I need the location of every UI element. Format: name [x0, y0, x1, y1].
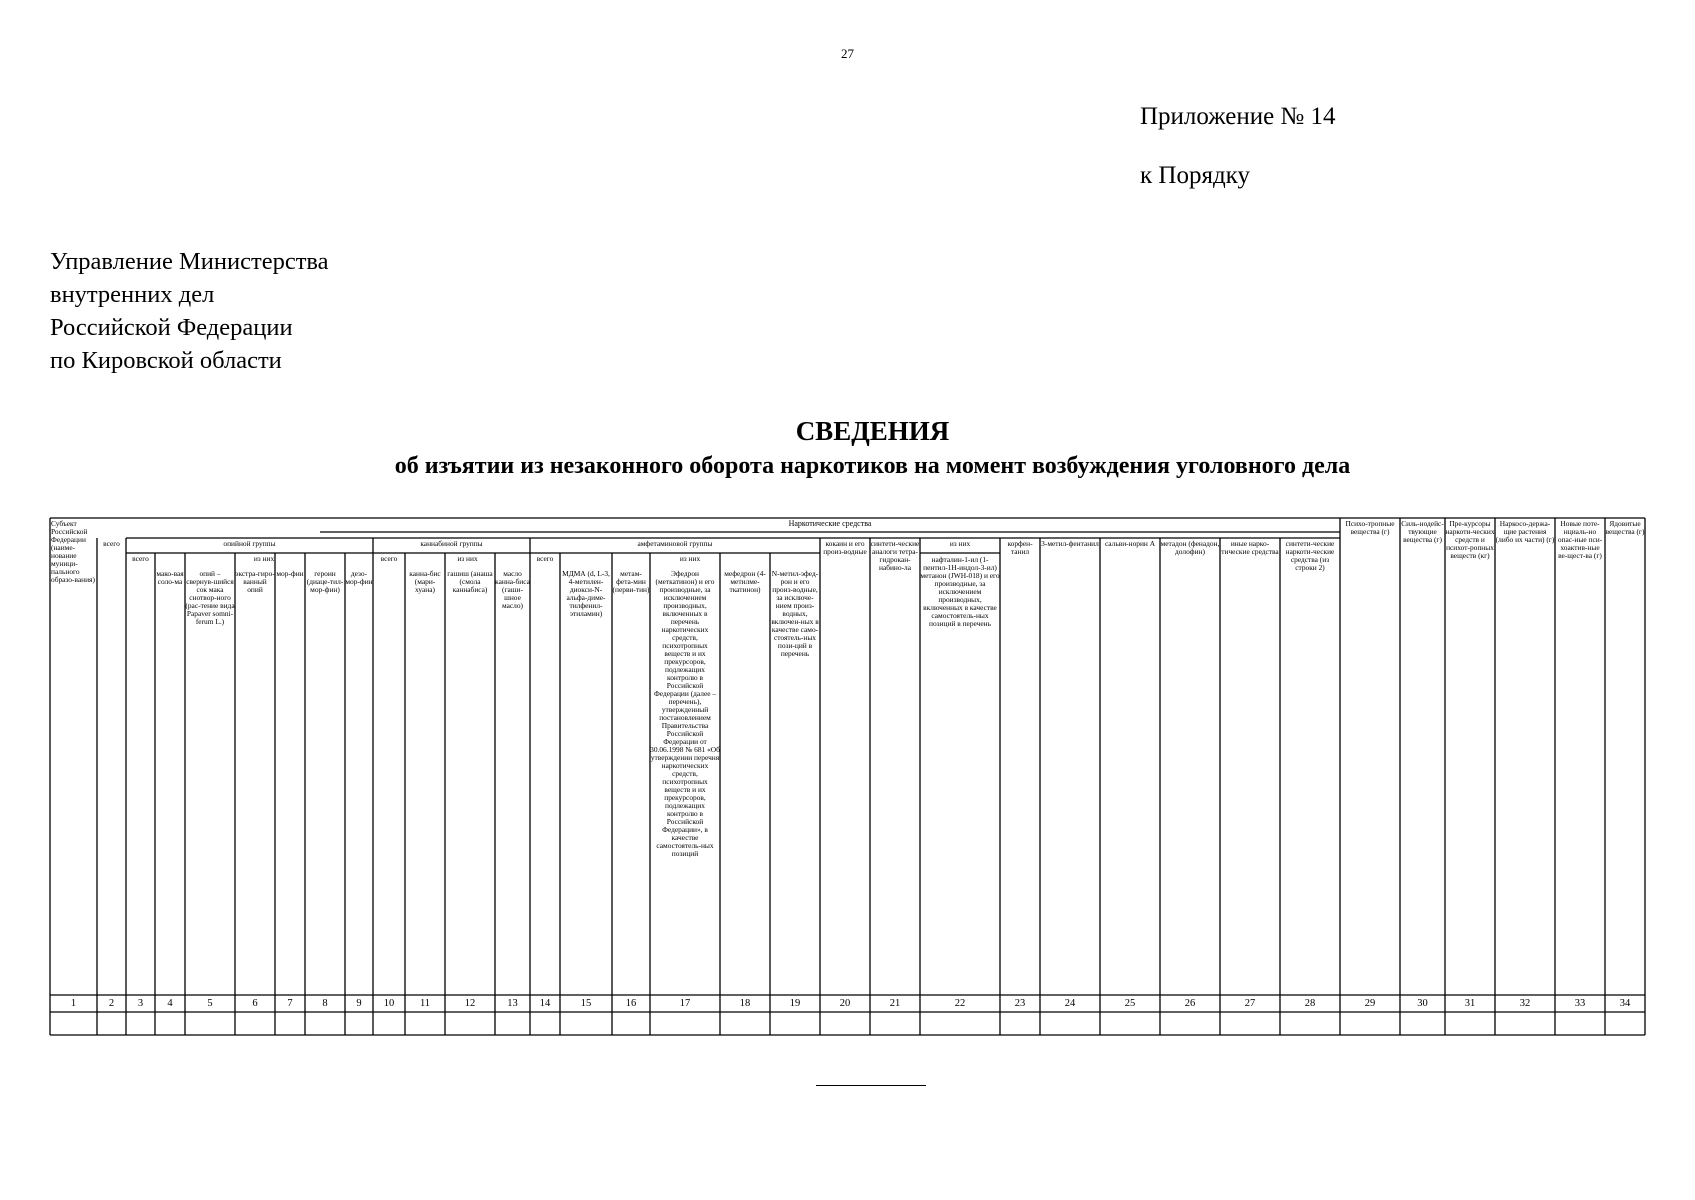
amph-of-them: из них: [679, 555, 701, 563]
column-number: 18: [739, 998, 751, 1009]
col26-header: метадон (фенадон, долофин): [1160, 540, 1220, 556]
narcotics-header: Наркотические средства: [788, 520, 872, 528]
column-number: 33: [1574, 998, 1586, 1009]
col28-header: синтети-ческие наркоти-ческие средства (из строки 2): [1285, 540, 1335, 572]
column-number: 25: [1124, 998, 1136, 1009]
col34-header: Ядовитые вещества (г): [1605, 520, 1645, 536]
column-number: 27: [1244, 998, 1256, 1009]
opium-total: всего: [132, 555, 149, 563]
column-number: 28: [1304, 998, 1316, 1009]
col22-header: нафталин-1-ил (1-пентил-1Н-индол-3-ил) метанон (JWH-018) и его производные, за исключением производных, включенных в качестве самостоятель-ных позиций в перечень: [920, 556, 1000, 628]
column-number: 19: [789, 998, 801, 1009]
col21-header: синтети-ческие аналоги тетра-гидрокан-набино-ла: [870, 540, 920, 572]
col15-header: МДМА (d, L-3, 4-метилен-диокси-N-альфа-диме-тилфенил-этиламин): [562, 570, 610, 618]
document-subtitle: об изъятии из незаконного оборота наркотиков на момент возбуждения уголовного дела: [394, 453, 1351, 479]
col-subject-header: Субъект Российской Федерации (наиме-нование муници-пального образо-вания): [51, 520, 95, 584]
col12-header: гашиш (анаша (смола каннабиса): [447, 570, 493, 594]
col6-header: экстра-гиро-ванный опий: [235, 570, 275, 594]
footer-separator: [816, 1085, 926, 1086]
column-number: 23: [1014, 998, 1026, 1009]
opium-of-them: из них: [253, 555, 275, 563]
column-number: 31: [1464, 998, 1476, 1009]
column-number: 8: [322, 998, 328, 1009]
appendix-line-2: к Порядку: [1140, 162, 1250, 189]
amphetamine-group-header: амфетаминовой группы: [637, 540, 713, 548]
col16-header: метам-фета-мин (перви-тин): [612, 570, 650, 594]
sender-line: Управление Министерства: [50, 248, 329, 275]
cannabis-of-them: из них: [457, 555, 478, 563]
col33-header: Новые поте-нциаль-но опас-ные пси-хоактив-ные ве-щест-ва (г): [1557, 520, 1603, 560]
col30-header: Силь-нодейс-твующие вещества (г): [1401, 520, 1444, 544]
column-number: 5: [207, 998, 213, 1009]
appendix-line-1: Приложение № 14: [1140, 103, 1336, 130]
col4-header: мако-вая соло-ма: [156, 570, 184, 586]
column-number: 7: [287, 998, 293, 1009]
col5-header: опий – свернув-шийся сок мака снотвор-ного (рас-тение вида Papaver somni-ferum L.): [185, 570, 235, 626]
column-number: 13: [507, 998, 518, 1009]
column-number: 20: [839, 998, 851, 1009]
opium-group-header: опийной группы: [223, 540, 276, 548]
column-number: 14: [539, 998, 551, 1009]
column-number: 15: [580, 998, 592, 1009]
column-number: 30: [1417, 998, 1428, 1009]
col19-header: N-метил-эфед-рон и его произ-водные, за исключе-нием произ-водных, включен-ных в качестве само-стоятель-ных пози-ций в перечень: [771, 570, 819, 658]
col29-header: Психо-тропные вещества (г): [1345, 520, 1395, 536]
col25-header: сальви-норин А: [1104, 540, 1156, 548]
sender-line: Российской Федерации: [50, 314, 293, 341]
amph-total: всего: [536, 555, 554, 563]
col11-header: канна-бис (мари-хуана): [409, 570, 441, 594]
sender-line: внутренних дел: [50, 281, 215, 308]
column-number: 26: [1184, 998, 1196, 1009]
column-number: 12: [464, 998, 476, 1009]
col9-header: дезо-мор-фин: [345, 570, 373, 586]
column-number: 24: [1064, 998, 1076, 1009]
col23-header: корфен-танил: [1007, 540, 1033, 556]
cannabis-total: всего: [380, 555, 398, 563]
col8-header: героин (диаце-тил-мор-фин): [306, 570, 344, 594]
column-number: 6: [252, 998, 258, 1009]
column-number: 17: [679, 998, 691, 1009]
column-number: 3: [137, 998, 144, 1009]
column-number: 22: [954, 998, 966, 1009]
col24-header: 3-метил-фентанил: [1041, 540, 1099, 548]
page-number: 27: [841, 46, 854, 61]
cannabis-group-header: каннабиной группы: [420, 540, 483, 548]
column-number: 10: [383, 998, 395, 1009]
column-number: 1: [70, 998, 77, 1009]
column-number: 11: [419, 998, 431, 1009]
col20-header: кокаин и его произ-водные: [823, 540, 867, 556]
col27-header: иные нарко-тические средства: [1221, 540, 1279, 556]
col2-total: всего: [103, 540, 120, 548]
column-number: 21: [889, 998, 901, 1009]
column-number: 32: [1519, 998, 1531, 1009]
column-number: 16: [625, 998, 637, 1009]
col31-header: Пре-курсоры наркоти-ческих средств и психот-ропных веществ (кг): [1445, 520, 1495, 560]
sender-line: по Кировской области: [50, 347, 282, 374]
column-number: 2: [108, 998, 115, 1009]
col7-header: мор-фин: [276, 570, 304, 578]
document-title: СВЕДЕНИЯ: [795, 416, 950, 446]
col13-header: масло канна-биса (гаши-шное масло): [495, 570, 530, 610]
col22-of-them: из них: [949, 540, 971, 548]
col18-header: мефедрон (4-метилме-ткатинон): [724, 570, 766, 594]
col17-header: Эфедрон (меткатинон) и его производные, за исключением производных, включенных в перечень наркотических средств, психотропных веществ и их прекурсоров, подлежащих контролю в Российской Федерации (далее – перечень), утвержденный постановлением Правительства Российской Федерации от 30.06.1998 № 681 «Об утверждении перечня наркотических средств, психотропных веществ и их прекурсоров, подлежащих контролю в Российской Федерации», в качестве самостоятель-ных позиций: [650, 570, 720, 858]
column-number: 9: [356, 998, 362, 1009]
col32-header: Наркосо-держа-щие растения (либо их части) (г): [1495, 520, 1555, 544]
column-number: 34: [1619, 998, 1631, 1009]
column-number: 29: [1364, 998, 1376, 1009]
column-number: 4: [167, 998, 173, 1009]
